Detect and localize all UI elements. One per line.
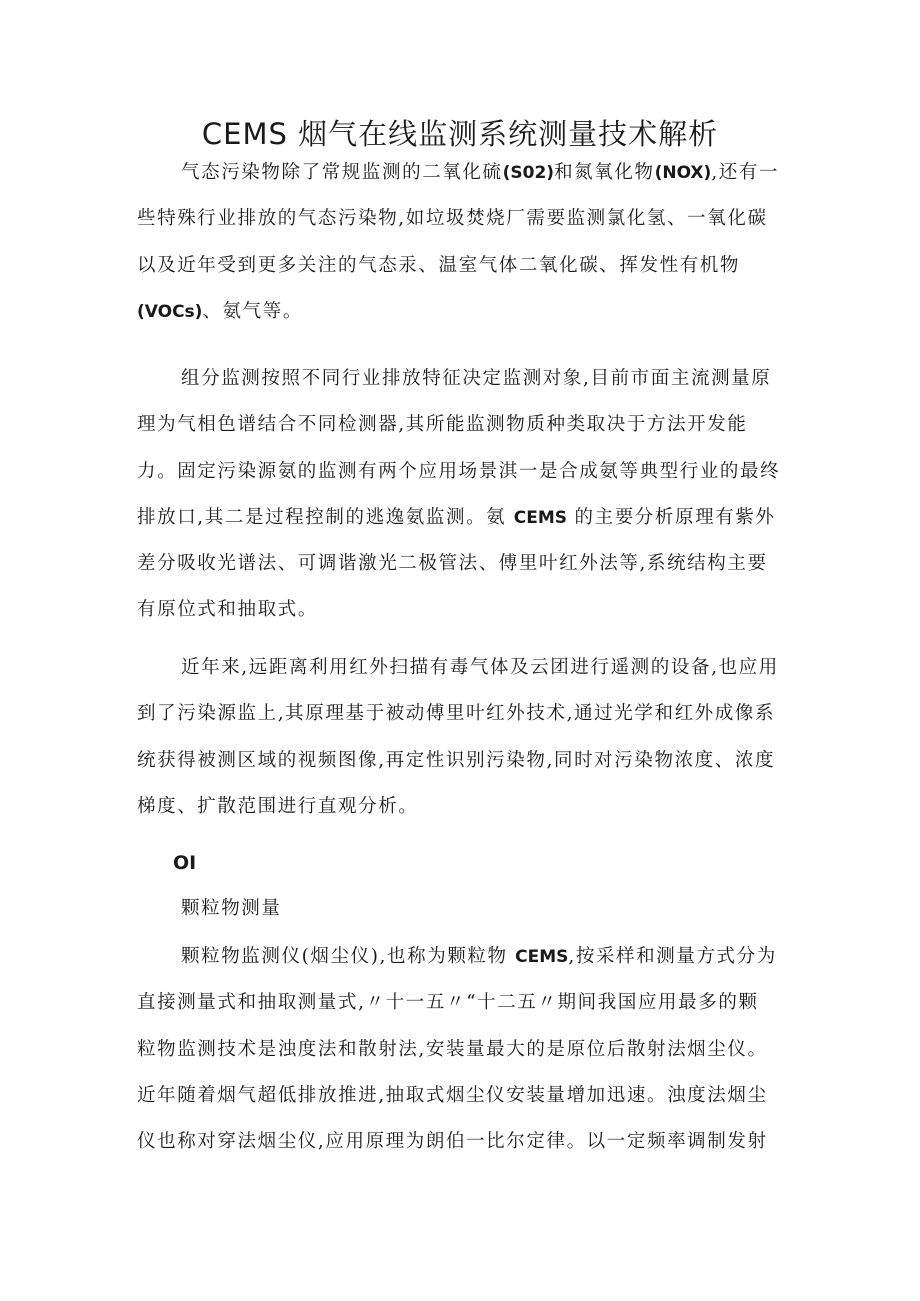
text-run: 和氮氧化物 [554,162,655,183]
text-run: ,还有一 [711,162,780,183]
document-title: CEMS 烟气在线监测系统测量技术解析 [201,117,719,151]
text-line: 粒物监测技术是浊度法和散射法,安装量最大的是原位后散射法烟尘仪。 [137,1038,768,1060]
text-run-bold: (VOCs) [137,301,203,322]
text-line [137,934,777,980]
text-line: 统获得被测区域的视频图像,再定性识别污染物,同时对污染物浓度、浓度 [137,749,776,771]
text-line: 梯度、扩散范围进行直观分析。 [137,795,419,817]
text-run-bold: CEMS [513,507,568,528]
text-run: 排放口,其二是过程控制的逃逸氨监测。氨 [137,506,514,528]
text-run: 的主要分析原理有紫外 [567,506,776,528]
text-line: 组分监测按照不同行业排放特征决定监测对象,目前市面主流测量原 [181,368,772,389]
text-line [137,495,777,541]
text-line: 直接测量式和抽取测量式,〃十一五〃“十二五〃期间我国应用最多的颗 [137,992,759,1014]
paragraph-remote-sensing [137,645,777,830]
paragraph-component-monitoring [137,356,781,634]
text-line: 力。固定污染源氨的监测有两个应用场景淇一是合成氨等典型行业的最终 [137,460,781,482]
section-heading: 颗粒物测量 [181,898,282,919]
text-line: 以及近年受到更多关注的气态汞、温室气体二氧化碳、挥发性有机物 [137,254,741,276]
text-line [137,150,780,196]
text-line: 理为气相色谱结合不同检测器,其所能监测物质种类取决于方法开发能 [137,414,748,436]
text-line: 有原位式和抽取式。 [137,599,318,621]
text-run: 气态污染物除了常规监测的二氧化硫 [181,162,503,183]
text-run: 颗粒物监测仪(烟尘仪),也称为颗粒物 [181,946,516,967]
text-run-bold: CEMS [515,947,569,967]
text-line [137,289,777,335]
text-line: 仪也称对穿法烟尘仪,应用原理为朗伯一比尔定律。以一定频率调制发射 [137,1131,768,1153]
text-run-bold: (S02) [502,163,555,183]
text-line: 差分吸收光谱法、可调谐激光二极管法、傅里叶红外法等,系统结构主要 [137,553,768,575]
text-line: 些特殊行业排放的气态污染物,如垃圾焚烧厂需要监测氯化氢、一氧化碳 [137,208,768,230]
text-run-bold: (NOX) [654,163,712,183]
text-line: 近年来,远距离利用红外扫描有毒气体及云团进行遥测的设备,也应用 [181,657,779,678]
text-run: ,按采样和测量方式分为 [568,946,777,967]
paragraph-particulate-monitoring [137,934,777,1165]
section-number: OI [173,852,197,874]
text-run: 、氨气等。 [202,300,303,322]
text-line: 到了污染源监上,其原理基于被动傅里叶红外技术,通过光学和红外成像系 [137,703,776,725]
text-line: 近年随着烟气超低排放推进,抽取式烟尘仪安装量增加迅速。浊度法烟尘 [137,1084,768,1106]
paragraph-gaseous-pollutants [137,150,780,335]
